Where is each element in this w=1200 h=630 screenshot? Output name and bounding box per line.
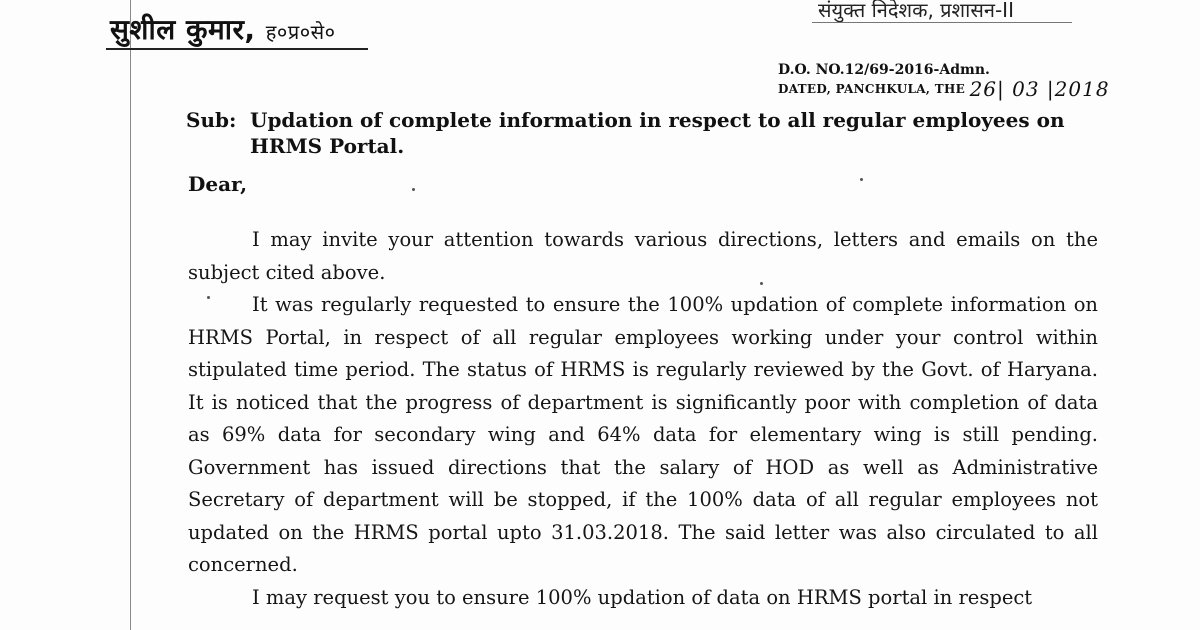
dated-label: DATED, PANCHKULA, THE [778,82,966,96]
subject-label: Sub: [186,108,237,132]
paragraph-1: I may invite your attention towards various directions, letters and emails on the subject cited above. [188,228,1098,284]
salutation: Dear, [188,172,248,196]
subject-block [186,107,1106,159]
do-number: D.O. NO.12/69-2016-Admn. [778,62,990,78]
letter-body [188,224,1098,614]
scan-speck [207,296,210,299]
subject-line-1: Updation of complete information in respect to all regular employees on [250,108,1065,132]
paragraph-2: It was regularly requested to ensure the 100% updation of complete information on HRMS Portal, in respect of all regular employees working under your control within stipulated time period. The status of HRMS is regularly reviewed by the Govt. of Haryana. It is noticed that the progress of department is significantly poor with completion of data as 69% data for secondary wing and 64% data for elementary wing is still pending. Government has issued directions that the salary of HOD as well as Administrative Secretary of department will be stopped, if the 100% data of all regular employees not updated on the HRMS portal upto 31.03.2018. The said letter was also circulated to all concerned. [188,293,1098,576]
dated-line [778,77,1110,101]
sender-name-hindi [110,10,336,48]
scan-speck [860,178,863,181]
sender-service-suffix: ह०प्र०से० [265,20,336,44]
page-margin-line [130,0,131,630]
designation-underline [812,22,1072,23]
reference-block [778,62,1110,101]
scan-speck [760,282,763,285]
handwritten-date: 26| 03 |2018 [969,77,1110,101]
designation-hindi: संयुक्त निदेशक, प्रशासन-II [818,0,1014,22]
sender-name-underline [106,48,368,50]
paragraph-3: I may request you to ensure 100% updation of data on HRMS portal in respect [252,585,1033,609]
sender-name-text: सुशील कुमार, [110,13,256,46]
scan-speck [412,188,415,191]
subject-line-2: HRMS Portal. [250,134,405,158]
